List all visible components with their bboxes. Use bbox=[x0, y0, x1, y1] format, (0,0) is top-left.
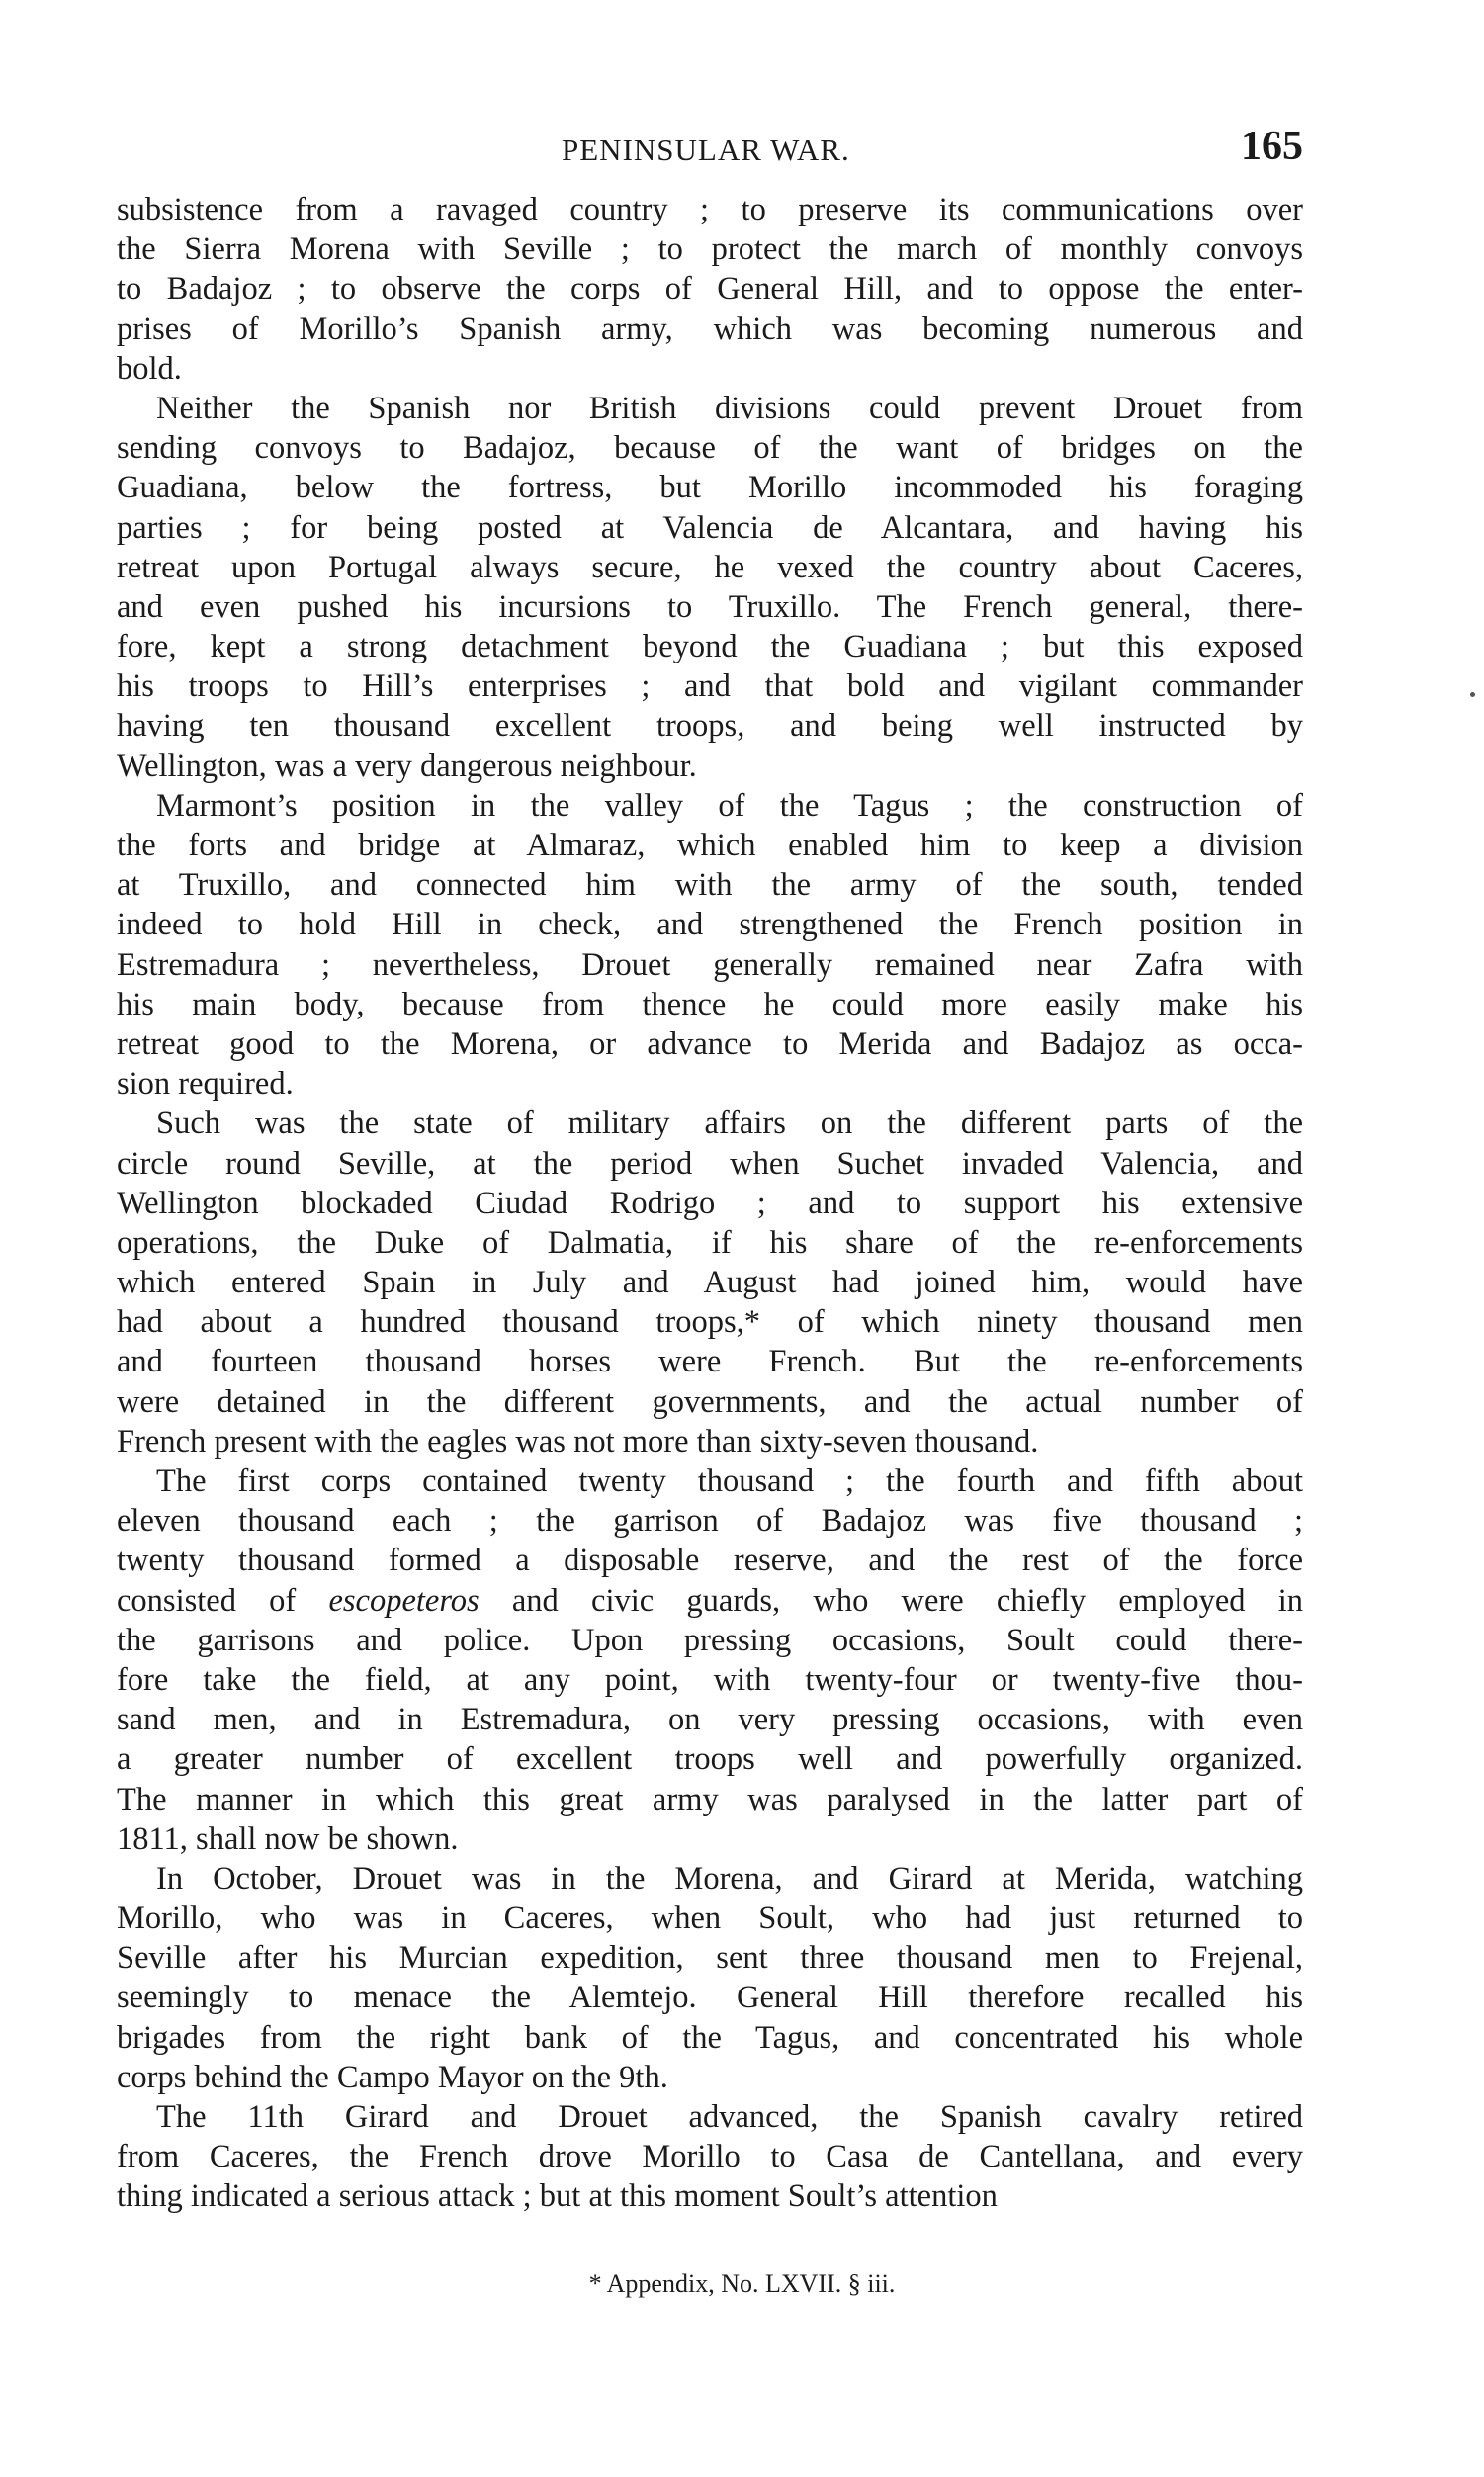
text-line: seemingly to menace the Alemtejo. General Hill therefore recalled his bbox=[117, 1980, 1303, 2016]
text-line: and fourteen thousand horses were French. But the re-enforcements bbox=[117, 1344, 1303, 1380]
text-line: fore, kept a strong detachment beyond the Guadiana ; but this exposed bbox=[117, 629, 1303, 665]
text-line: sending convoys to Badajoz, because of the want of bridges on the bbox=[117, 430, 1303, 467]
text-line: Wellington blockaded Ciudad Rodrigo ; and to support his extensive bbox=[117, 1185, 1303, 1221]
text-line: having ten thousand excellent troops, and being well instructed by bbox=[117, 708, 1303, 745]
text-line: the forts and bridge at Almaraz, which enabled him to keep a division bbox=[117, 828, 1303, 863]
text-line: fore take the field, at any point, with twenty-four or twenty-five thou- bbox=[117, 1661, 1303, 1698]
text-line: Such was the state of military affairs on the different parts of the bbox=[156, 1106, 1303, 1142]
text-line: retreat good to the Morena, or advance to Merida and Badajoz as occa- bbox=[117, 1025, 1303, 1062]
text-line: his main body, because from thence he could more easily make his bbox=[117, 986, 1303, 1022]
paragraph bbox=[117, 1461, 1303, 1859]
text-line: at Truxillo, and connected him with the army of the south, tended bbox=[117, 867, 1303, 904]
italic-term: escopeteros bbox=[328, 1582, 480, 1619]
text-line: had about a hundred thousand troops,* of which ninety thousand men bbox=[117, 1304, 1303, 1341]
body-text bbox=[117, 190, 1303, 2217]
text-line: Morillo, who was in Caceres, when Soult, who had just returned to bbox=[117, 1901, 1303, 1937]
paragraph bbox=[117, 786, 1303, 1105]
text-line: operations, the Duke of Dalmatia, if his share of the re-enforcements bbox=[117, 1224, 1303, 1261]
text-line: parties ; for being posted at Valencia de Alcantara, and having his bbox=[117, 509, 1303, 546]
text-line: twenty thousand formed a disposable reserve, and the rest of the force bbox=[117, 1543, 1303, 1579]
text-line: Estremadura ; nevertheless, Drouet generally remained near Zafra with bbox=[117, 946, 1303, 983]
text-line: thing indicated a serious attack ; but at this moment Soult’s attention bbox=[117, 2178, 998, 2215]
page-number: 165 bbox=[1241, 124, 1303, 169]
text-line: sand men, and in Estremadura, on very pressing occasions, with even bbox=[117, 1702, 1303, 1738]
text-line: Neither the Spanish nor British divisions could prevent Drouet from bbox=[156, 390, 1303, 426]
text-line: and even pushed his incursions to Truxillo. The French general, there- bbox=[117, 588, 1303, 625]
text-line: The first corps contained twenty thousand ; the fourth and fifth about bbox=[156, 1463, 1303, 1499]
page-header bbox=[117, 119, 1303, 178]
text-line: Wellington, was a very dangerous neighbour. bbox=[117, 748, 697, 784]
text-line: 1811, shall now be shown. bbox=[117, 1820, 459, 1857]
paragraph bbox=[117, 190, 1303, 389]
text-line: Marmont’s position in the valley of the Tagus ; the construction of bbox=[156, 787, 1303, 824]
text-line: The 11th Girard and Drouet advanced, the Spanish cavalry retired bbox=[156, 2099, 1303, 2135]
text-line: indeed to hold Hill in check, and strengthened the French position in bbox=[117, 907, 1303, 943]
text-line: which entered Spain in July and August had joined him, would have bbox=[117, 1265, 1303, 1301]
running-title: PENINSULAR WAR. bbox=[562, 133, 850, 167]
text-line: consisted of escopeteros and civic guards, who were chiefly employed in bbox=[117, 1582, 1303, 1619]
footnote: * Appendix, No. LXVII. § iii. bbox=[588, 2269, 896, 2298]
text-line: a greater number of excellent troops well and powerfully organized. bbox=[117, 1741, 1303, 1778]
text-line: to Badajoz ; to observe the corps of General Hill, and to oppose the enter- bbox=[117, 271, 1303, 308]
text-line: bold. bbox=[117, 350, 182, 387]
ink-speck bbox=[1470, 692, 1475, 697]
text-line: subsistence from a ravaged country ; to preserve its communications over bbox=[117, 192, 1303, 227]
text-line: In October, Drouet was in the Morena, and Girard at Merida, watching bbox=[156, 1860, 1303, 1897]
paragraph bbox=[117, 2097, 1303, 2217]
paragraph bbox=[117, 389, 1303, 786]
text-line: were detained in the different governments, and the actual number of bbox=[117, 1383, 1303, 1420]
text-line: prises of Morillo’s Spanish army, which was becoming numerous and bbox=[117, 310, 1303, 347]
paragraph bbox=[117, 1104, 1303, 1461]
text-line: French present with the eagles was not more than sixty-seven thousand. bbox=[117, 1423, 1039, 1460]
text-line: corps behind the Campo Mayor on the 9th. bbox=[117, 2059, 668, 2095]
paragraph bbox=[117, 1859, 1303, 2097]
text-line: eleven thousand each ; the garrison of Badajoz was five thousand ; bbox=[117, 1503, 1303, 1540]
text-line: The manner in which this great army was paralysed in the latter part of bbox=[117, 1781, 1303, 1817]
text-line: brigades from the right bank of the Tagus, and concentrated his whole bbox=[117, 2019, 1303, 2056]
text-line: Guadiana, below the fortress, but Morillo incommoded his foraging bbox=[117, 470, 1303, 506]
text-line: Seville after his Murcian expedition, sent three thousand men to Frejenal, bbox=[117, 1940, 1303, 1977]
text-line: circle round Seville, at the period when Suchet invaded Valencia, and bbox=[117, 1145, 1303, 1182]
text-line: from Caceres, the French drove Morillo to Casa de Cantellana, and every bbox=[117, 2139, 1303, 2175]
text-line: the garrisons and police. Upon pressing occasions, Soult could there- bbox=[117, 1622, 1303, 1658]
text-line: sion required. bbox=[117, 1066, 294, 1103]
text-line: retreat upon Portugal always secure, he vexed the country about Caceres, bbox=[117, 549, 1303, 585]
text-line: his troops to Hill’s enterprises ; and that bold and vigilant commander bbox=[117, 668, 1303, 705]
text-line: the Sierra Morena with Seville ; to protect the march of monthly convoys bbox=[117, 231, 1303, 268]
